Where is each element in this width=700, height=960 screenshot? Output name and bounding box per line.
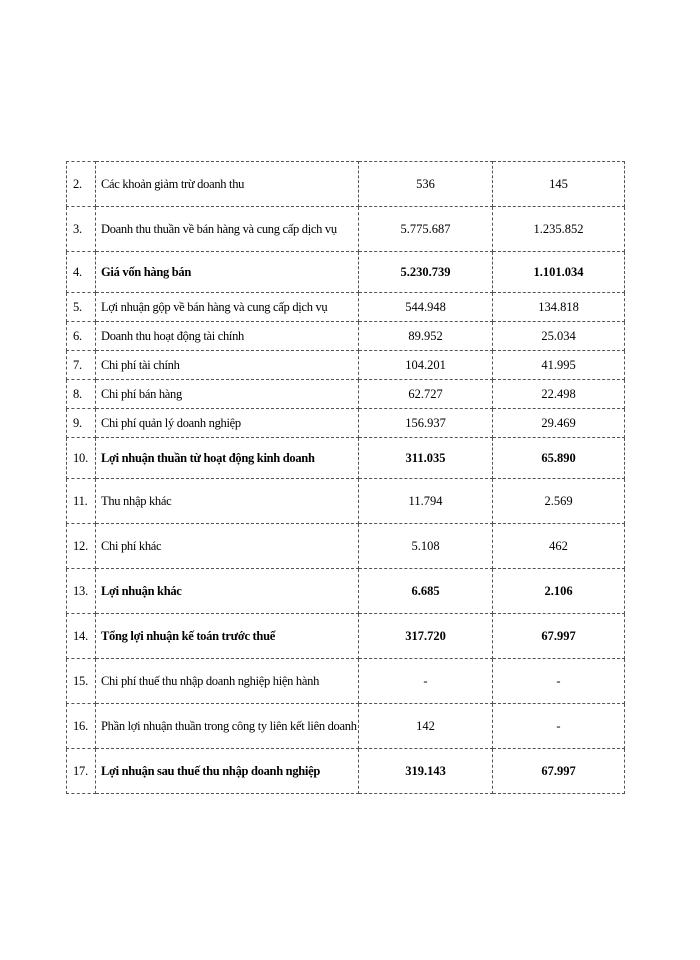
- row-label: Phần lợi nhuận thuần trong công ty liên kết liên doanh: [96, 704, 359, 749]
- table-row: [67, 569, 625, 614]
- row-value-current: 156.937: [359, 409, 493, 438]
- row-value-previous: 25.034: [493, 322, 625, 351]
- row-value-current: -: [359, 659, 493, 704]
- row-number: 15.: [67, 659, 96, 704]
- row-value-previous: -: [493, 659, 625, 704]
- table-row: [67, 438, 625, 479]
- row-label: Các khoản giảm trừ doanh thu: [96, 162, 359, 207]
- row-label: Tổng lợi nhuận kế toán trước thuế: [96, 614, 359, 659]
- row-value-current: 317.720: [359, 614, 493, 659]
- row-number: 8.: [67, 380, 96, 409]
- table-row: [67, 614, 625, 659]
- table-row: [67, 162, 625, 207]
- row-value-current: 104.201: [359, 351, 493, 380]
- table-row: [67, 351, 625, 380]
- row-value-previous: 67.997: [493, 614, 625, 659]
- table-row: [67, 207, 625, 252]
- row-value-previous: 2.569: [493, 479, 625, 524]
- row-value-previous: 67.997: [493, 749, 625, 794]
- row-value-current: 6.685: [359, 569, 493, 614]
- row-number: 17.: [67, 749, 96, 794]
- row-number: 7.: [67, 351, 96, 380]
- row-number: 13.: [67, 569, 96, 614]
- row-value-current: 311.035: [359, 438, 493, 479]
- row-label: Chi phí quản lý doanh nghiệp: [96, 409, 359, 438]
- row-label: Lợi nhuận gộp về bán hàng và cung cấp dịch vụ: [96, 293, 359, 322]
- row-value-current: 62.727: [359, 380, 493, 409]
- table-row: [67, 704, 625, 749]
- row-label: Lợi nhuận sau thuế thu nhập doanh nghiệp: [96, 749, 359, 794]
- row-value-previous: 134.818: [493, 293, 625, 322]
- row-value-current: 89.952: [359, 322, 493, 351]
- table-row: [67, 409, 625, 438]
- row-number: 12.: [67, 524, 96, 569]
- row-value-previous: 462: [493, 524, 625, 569]
- row-label: Thu nhập khác: [96, 479, 359, 524]
- row-value-previous: 65.890: [493, 438, 625, 479]
- row-number: 16.: [67, 704, 96, 749]
- row-label: Lợi nhuận thuần từ hoạt động kinh doanh: [96, 438, 359, 479]
- row-label: Chi phí bán hàng: [96, 380, 359, 409]
- table-body: [67, 162, 625, 794]
- table-row: [67, 252, 625, 293]
- table-row: [67, 322, 625, 351]
- row-label: Doanh thu thuần về bán hàng và cung cấp dịch vụ: [96, 207, 359, 252]
- row-value-previous: 22.498: [493, 380, 625, 409]
- row-number: 11.: [67, 479, 96, 524]
- row-value-previous: -: [493, 704, 625, 749]
- row-value-current: 5.775.687: [359, 207, 493, 252]
- row-value-current: 142: [359, 704, 493, 749]
- row-number: 14.: [67, 614, 96, 659]
- row-number: 6.: [67, 322, 96, 351]
- income-statement-table: [66, 161, 625, 794]
- row-number: 4.: [67, 252, 96, 293]
- row-number: 10.: [67, 438, 96, 479]
- row-value-current: 319.143: [359, 749, 493, 794]
- row-value-previous: 2.106: [493, 569, 625, 614]
- row-value-previous: 29.469: [493, 409, 625, 438]
- table-row: [67, 479, 625, 524]
- table-row: [67, 380, 625, 409]
- row-value-current: 5.108: [359, 524, 493, 569]
- row-value-previous: 41.995: [493, 351, 625, 380]
- table-row: [67, 293, 625, 322]
- row-label: Chi phí khác: [96, 524, 359, 569]
- row-value-previous: 1.235.852: [493, 207, 625, 252]
- table-row: [67, 749, 625, 794]
- table-row: [67, 659, 625, 704]
- row-number: 2.: [67, 162, 96, 207]
- row-number: 9.: [67, 409, 96, 438]
- row-label: Doanh thu hoạt động tài chính: [96, 322, 359, 351]
- row-number: 5.: [67, 293, 96, 322]
- row-label: Chi phí tài chính: [96, 351, 359, 380]
- row-label: Lợi nhuận khác: [96, 569, 359, 614]
- row-label: Chi phí thuế thu nhập doanh nghiệp hiện hành: [96, 659, 359, 704]
- row-label: Giá vốn hàng bán: [96, 252, 359, 293]
- row-value-previous: 1.101.034: [493, 252, 625, 293]
- table-row: [67, 524, 625, 569]
- row-number: 3.: [67, 207, 96, 252]
- row-value-current: 544.948: [359, 293, 493, 322]
- row-value-previous: 145: [493, 162, 625, 207]
- row-value-current: 11.794: [359, 479, 493, 524]
- row-value-current: 5.230.739: [359, 252, 493, 293]
- row-value-current: 536: [359, 162, 493, 207]
